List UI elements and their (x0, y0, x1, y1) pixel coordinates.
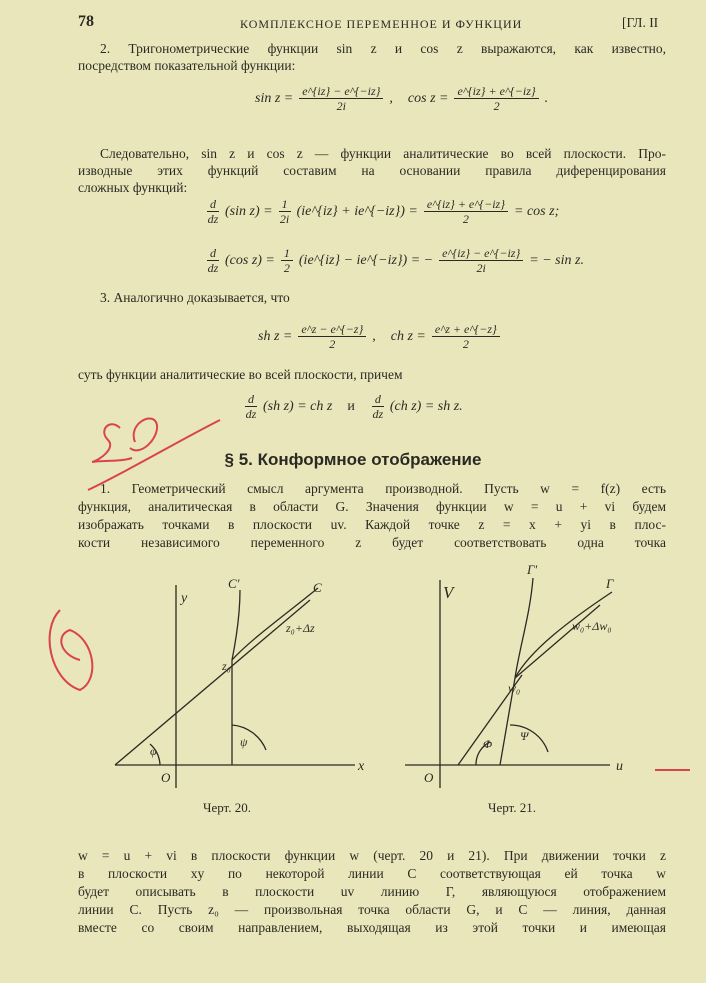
curve-c-label: C (313, 580, 322, 595)
paragraph-line: кости независимого переменного z будет соответствовать одна точка (78, 535, 666, 550)
secant-line (115, 600, 310, 765)
numerator: e^z − e^{−z} (298, 322, 366, 337)
formula-deriv-cos (205, 246, 584, 275)
formula-text: (ie^{iz} − ie^{−iz}) = − (298, 252, 434, 268)
denominator: 2i (476, 261, 486, 275)
phi-label: Φ (483, 737, 493, 751)
numerator: d (372, 392, 384, 407)
denominator: dz (207, 212, 219, 226)
formula-text: cos z = (407, 90, 449, 106)
origin-label: O (424, 770, 434, 785)
paragraph-line: 3. Аналогично доказывается, что (100, 290, 290, 305)
denominator: 2i (336, 99, 346, 113)
fraction (279, 197, 291, 226)
red-scribble (50, 610, 93, 690)
formula-trig (255, 84, 548, 113)
formula-text: (sin z) = (225, 203, 273, 219)
fraction (454, 84, 538, 113)
formula-text: sin z = (255, 90, 294, 106)
curve-c-prime (232, 590, 240, 660)
curve-c-prime-label: C′ (228, 576, 240, 591)
paragraph-line: изображать точками в плоскости uv. Каждой точке z = x + yi в плос- (78, 517, 666, 532)
numerator: 1 (281, 246, 293, 261)
formula-text: = − sin z. (529, 252, 584, 268)
denominator: dz (245, 407, 257, 421)
formula-text: sh z = (258, 328, 293, 344)
numerator: e^{iz} − e^{−iz} (439, 246, 523, 261)
denominator: 2 (329, 337, 336, 351)
formula-text: (cos z) = (225, 252, 275, 268)
figure-20-caption: Черт. 20. (203, 800, 252, 815)
paragraph-line: w = u + vi в плоскости функции w (черт. 20 и 21). При движении точки z (78, 848, 666, 863)
psi-label: ψ (240, 735, 248, 749)
fraction (281, 246, 293, 275)
fraction (372, 392, 384, 421)
section-title: § 5. Конформное отображение (224, 450, 482, 469)
curve-gamma-prime-label: Γ′ (527, 562, 538, 577)
numerator: d (207, 197, 219, 212)
numerator: d (207, 246, 219, 261)
chapter-label: [ГЛ. II (622, 15, 659, 30)
origin-label: O (161, 770, 171, 785)
paragraph-line: суть функции аналитические во всей плоскости, причем (78, 367, 403, 382)
curve-gamma-prime (515, 578, 533, 678)
paragraph-line: изводные этих функций составим на основании правила диференцирования (78, 163, 666, 178)
formula-text: ch z = (390, 328, 426, 344)
numerator: 1 (279, 197, 291, 212)
figure-21-caption: Черт. 21. (488, 800, 537, 815)
formula-text: (ie^{iz} + ie^{−iz}) = (296, 203, 418, 219)
paragraph-line: линии C. Пусть z₀ — произвольная точка области G, и C — линия, данная (78, 902, 666, 917)
fraction (439, 246, 523, 275)
paragraph-line: 1. Геометрический смысл аргумента производной. Пусть w = f(z) есть (100, 481, 666, 496)
z0-dz-label: z₀+Δz (286, 621, 315, 635)
x-axis-label: x (358, 759, 365, 774)
figures (0, 560, 706, 800)
paragraph-line: 2. Тригонометрические функции sin z и cos z выражаются, как известно, (100, 41, 666, 56)
psi-arc (232, 725, 266, 750)
formula-text: , (372, 328, 376, 344)
curve-gamma-label: Γ (606, 576, 614, 591)
fraction (245, 392, 257, 421)
numerator: d (245, 392, 257, 407)
formula-text: и (347, 398, 355, 414)
fraction (299, 84, 383, 113)
formula-deriv-hyp (243, 392, 463, 421)
formula-deriv-sin (205, 197, 559, 226)
numerator: e^z + e^{−z} (432, 322, 500, 337)
numerator: e^{iz} − e^{−iz} (299, 84, 383, 99)
fraction (424, 197, 508, 226)
formula-text: , (389, 90, 393, 106)
paragraph-line: функция, аналитическая в области G. Значения функции w = u + vi будем (78, 499, 666, 514)
y-axis-label: y (181, 591, 188, 606)
numerator: e^{iz} + e^{−iz} (454, 84, 538, 99)
denominator: 2i (279, 212, 290, 226)
formula-text: (ch z) = sh z. (389, 398, 463, 414)
w0-label: w₀ (508, 681, 521, 695)
formula-text: . (544, 90, 549, 106)
denominator: dz (207, 261, 219, 275)
phi-label: φ (150, 744, 157, 758)
paragraph-line: в плоскости xy по некоторой линии C соответствующая ей точка w (78, 866, 666, 881)
formula-hyp (258, 322, 502, 351)
formula-text: = cos z; (514, 203, 560, 219)
psi-label: Ψ (520, 729, 529, 743)
fraction (298, 322, 366, 351)
paragraph-line: сложных функций: (78, 180, 188, 195)
denominator: dz (372, 407, 384, 421)
page-number: 78 (78, 13, 94, 30)
paragraph-line: вместе со своим направлением, выходящая из этой точки и имеющая (78, 920, 666, 935)
paragraph-line: будет описывать в плоскости uv линию Γ, являющуюся отображением (78, 884, 666, 899)
formula-text: (sh z) = ch z (263, 398, 333, 414)
psi-arc (510, 725, 548, 752)
z0-label: z₀ (222, 659, 231, 673)
fraction (432, 322, 500, 351)
w0-dw-label: w₀+Δw₀ (572, 619, 612, 633)
numerator: e^{iz} + e^{−iz} (424, 197, 508, 212)
denominator: 2 (462, 212, 469, 226)
denominator: 2 (462, 337, 469, 351)
denominator: 2 (283, 261, 290, 275)
fraction (207, 197, 219, 226)
fraction (207, 246, 219, 275)
paragraph-line: Следовательно, sin z и cos z — функции аналитические во всей плоскости. Про- (100, 146, 666, 161)
running-title: КОМПЛЕКСНОЕ ПЕРЕМЕННОЕ И ФУНКЦИИ (240, 17, 523, 31)
u-axis-label: u (616, 759, 623, 774)
denominator: 2 (493, 99, 500, 113)
paragraph-line: посредством показательной функции: (78, 58, 296, 73)
v-axis-label: V (443, 583, 454, 602)
